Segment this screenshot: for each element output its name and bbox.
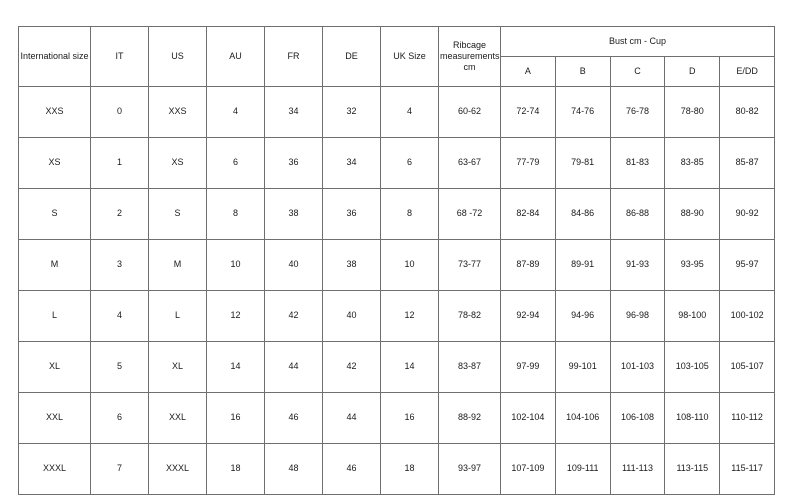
cell-bust-a: 77-79 <box>501 138 556 189</box>
cell-uk: 10 <box>381 240 439 291</box>
cell-ribcage: 78-82 <box>439 291 501 342</box>
cell-us: M <box>149 240 207 291</box>
cell-ribcage: 83-87 <box>439 342 501 393</box>
cell-it: 4 <box>91 291 149 342</box>
table-row <box>19 138 775 189</box>
cell-ribcage: 93-97 <box>439 444 501 495</box>
header-au: AU <box>207 27 265 87</box>
cell-bust-c: 81-83 <box>610 138 665 189</box>
cell-bust-b: 79-81 <box>555 138 610 189</box>
cell-bust-e-dd: 90-92 <box>720 189 775 240</box>
table-row <box>19 189 775 240</box>
cell-bust-d: 83-85 <box>665 138 720 189</box>
cell-de: 32 <box>323 87 381 138</box>
cell-international-size: L <box>19 291 91 342</box>
cell-uk: 14 <box>381 342 439 393</box>
header-international-size: International size <box>19 27 91 87</box>
cell-bust-c: 111-113 <box>610 444 665 495</box>
header-bust-cup-group: Bust cm - Cup <box>501 27 775 57</box>
cell-ribcage: 63-67 <box>439 138 501 189</box>
cell-us: XS <box>149 138 207 189</box>
table-row <box>19 444 775 495</box>
cell-fr: 38 <box>265 189 323 240</box>
cell-fr: 44 <box>265 342 323 393</box>
cell-it: 0 <box>91 87 149 138</box>
cell-de: 46 <box>323 444 381 495</box>
cell-us: XXL <box>149 393 207 444</box>
cell-uk: 6 <box>381 138 439 189</box>
cell-international-size: XL <box>19 342 91 393</box>
header-fr: FR <box>265 27 323 87</box>
cell-de: 44 <box>323 393 381 444</box>
cell-bust-a: 87-89 <box>501 240 556 291</box>
cell-bust-c: 96-98 <box>610 291 665 342</box>
cell-bust-a: 82-84 <box>501 189 556 240</box>
cell-uk: 16 <box>381 393 439 444</box>
cell-bust-c: 86-88 <box>610 189 665 240</box>
cell-fr: 48 <box>265 444 323 495</box>
size-conversion-table <box>18 26 775 495</box>
cell-it: 1 <box>91 138 149 189</box>
header-ribcage-measurements: Ribcage measurements cm <box>439 27 501 87</box>
cell-bust-c: 106-108 <box>610 393 665 444</box>
header-cup-c: C <box>610 57 665 87</box>
cell-au: 8 <box>207 189 265 240</box>
cell-uk: 12 <box>381 291 439 342</box>
cell-bust-e-dd: 80-82 <box>720 87 775 138</box>
cell-bust-e-dd: 105-107 <box>720 342 775 393</box>
cell-us: XL <box>149 342 207 393</box>
cell-bust-a: 92-94 <box>501 291 556 342</box>
cell-bust-c: 91-93 <box>610 240 665 291</box>
cell-au: 12 <box>207 291 265 342</box>
cell-ribcage: 68 -72 <box>439 189 501 240</box>
cell-au: 6 <box>207 138 265 189</box>
cell-it: 2 <box>91 189 149 240</box>
cell-ribcage: 73-77 <box>439 240 501 291</box>
cell-international-size: XXL <box>19 393 91 444</box>
header-cup-d: D <box>665 57 720 87</box>
table-row <box>19 291 775 342</box>
cell-bust-a: 72-74 <box>501 87 556 138</box>
table-row <box>19 393 775 444</box>
cell-uk: 18 <box>381 444 439 495</box>
cell-us: L <box>149 291 207 342</box>
cell-bust-d: 98-100 <box>665 291 720 342</box>
cell-uk: 4 <box>381 87 439 138</box>
cell-bust-d: 88-90 <box>665 189 720 240</box>
cell-it: 5 <box>91 342 149 393</box>
cell-fr: 40 <box>265 240 323 291</box>
cell-bust-b: 94-96 <box>555 291 610 342</box>
cell-bust-e-dd: 95-97 <box>720 240 775 291</box>
cell-bust-e-dd: 110-112 <box>720 393 775 444</box>
cell-fr: 42 <box>265 291 323 342</box>
cell-international-size: XXS <box>19 87 91 138</box>
cell-fr: 46 <box>265 393 323 444</box>
cell-au: 4 <box>207 87 265 138</box>
header-cup-e-dd: E/DD <box>720 57 775 87</box>
cell-bust-a: 107-109 <box>501 444 556 495</box>
header-us: US <box>149 27 207 87</box>
cell-bust-b: 89-91 <box>555 240 610 291</box>
cell-bust-a: 97-99 <box>501 342 556 393</box>
cell-de: 38 <box>323 240 381 291</box>
cell-au: 18 <box>207 444 265 495</box>
cell-bust-e-dd: 115-117 <box>720 444 775 495</box>
cell-bust-b: 99-101 <box>555 342 610 393</box>
cell-de: 34 <box>323 138 381 189</box>
cell-us: S <box>149 189 207 240</box>
cell-au: 10 <box>207 240 265 291</box>
cell-bust-e-dd: 100-102 <box>720 291 775 342</box>
cell-de: 40 <box>323 291 381 342</box>
cell-bust-d: 108-110 <box>665 393 720 444</box>
table-row <box>19 342 775 393</box>
cell-au: 16 <box>207 393 265 444</box>
header-de: DE <box>323 27 381 87</box>
cell-international-size: S <box>19 189 91 240</box>
cell-ribcage: 88-92 <box>439 393 501 444</box>
table-row <box>19 240 775 291</box>
cell-ribcage: 60-62 <box>439 87 501 138</box>
table-header <box>19 27 775 87</box>
cell-bust-d: 113-115 <box>665 444 720 495</box>
cell-us: XXXL <box>149 444 207 495</box>
cell-it: 6 <box>91 393 149 444</box>
cell-international-size: M <box>19 240 91 291</box>
cell-international-size: XXXL <box>19 444 91 495</box>
cell-uk: 8 <box>381 189 439 240</box>
header-cup-a: A <box>501 57 556 87</box>
table-body <box>19 87 775 495</box>
cell-fr: 36 <box>265 138 323 189</box>
table-row <box>19 87 775 138</box>
cell-bust-d: 103-105 <box>665 342 720 393</box>
cell-bust-d: 78-80 <box>665 87 720 138</box>
cell-bust-e-dd: 85-87 <box>720 138 775 189</box>
cell-bust-b: 74-76 <box>555 87 610 138</box>
cell-bust-d: 93-95 <box>665 240 720 291</box>
header-cup-b: B <box>555 57 610 87</box>
cell-us: XXS <box>149 87 207 138</box>
cell-international-size: XS <box>19 138 91 189</box>
cell-bust-c: 76-78 <box>610 87 665 138</box>
cell-bust-c: 101-103 <box>610 342 665 393</box>
cell-fr: 34 <box>265 87 323 138</box>
header-row-primary <box>19 27 775 57</box>
cell-bust-b: 104-106 <box>555 393 610 444</box>
header-it: IT <box>91 27 149 87</box>
cell-au: 14 <box>207 342 265 393</box>
cell-de: 36 <box>323 189 381 240</box>
header-uk-size: UK Size <box>381 27 439 87</box>
cell-bust-a: 102-104 <box>501 393 556 444</box>
cell-it: 7 <box>91 444 149 495</box>
cell-de: 42 <box>323 342 381 393</box>
cell-it: 3 <box>91 240 149 291</box>
cell-bust-b: 84-86 <box>555 189 610 240</box>
cell-bust-b: 109-111 <box>555 444 610 495</box>
